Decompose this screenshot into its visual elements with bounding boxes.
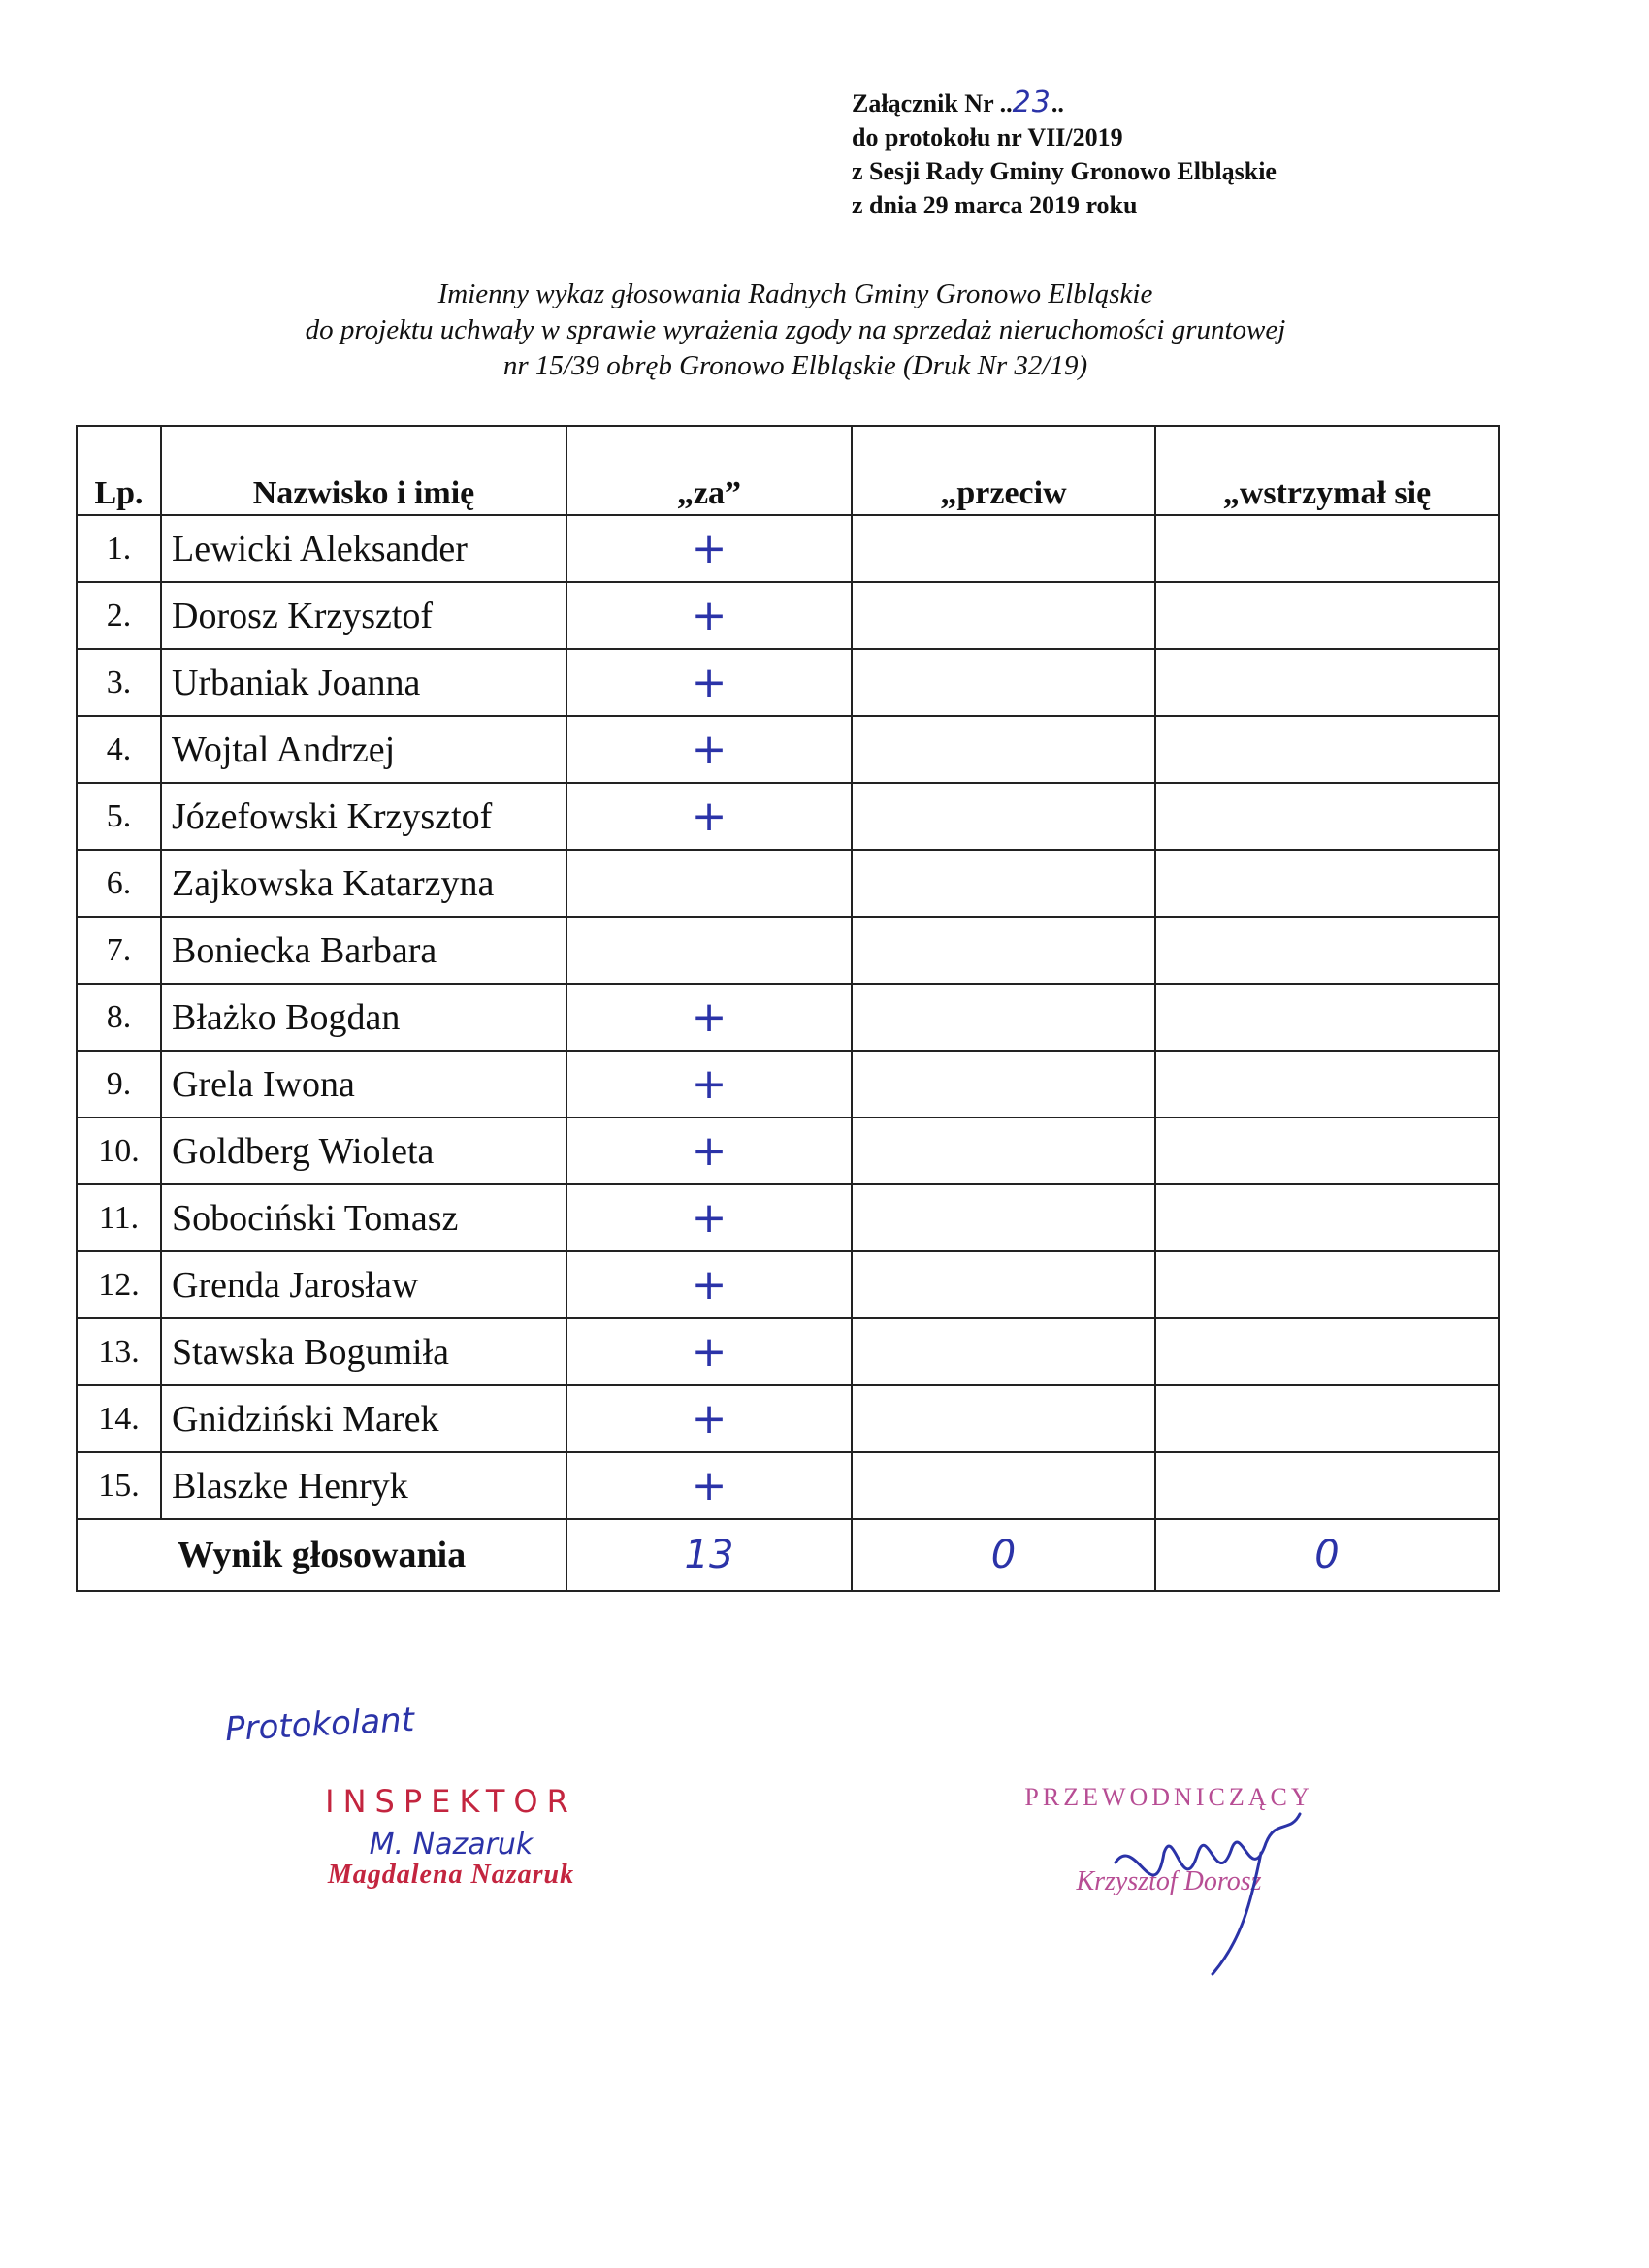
table-header-row (77, 426, 1499, 515)
row-przeciw-mark (852, 1385, 1155, 1452)
chairman-signature-icon (1096, 1795, 1329, 1989)
row-name: Sobociński Tomasz (161, 1184, 566, 1251)
row-wstrzymal-mark (1155, 649, 1499, 716)
row-przeciw-mark (852, 850, 1155, 917)
row-name: Grela Iwona (161, 1051, 566, 1118)
annex-date-line: z dnia 29 marca 2019 roku (852, 191, 1138, 219)
table-row (77, 1318, 1499, 1385)
row-lp: 3. (77, 649, 161, 716)
annex-header (852, 85, 1277, 222)
row-przeciw-mark (852, 917, 1155, 984)
annex-label-tail: .. (1051, 89, 1064, 117)
row-wstrzymal-mark (1155, 1051, 1499, 1118)
row-lp: 2. (77, 582, 161, 649)
row-przeciw-mark (852, 984, 1155, 1051)
voting-table (76, 425, 1500, 1592)
row-lp: 11. (77, 1184, 161, 1251)
title-line-2: do projektu uchwały w sprawie wyrażenia zgody na sprzedaż nieruchomości gruntowej (305, 314, 1286, 345)
table-row (77, 582, 1499, 649)
row-za-mark: + (566, 1118, 852, 1184)
row-name: Gnidziński Marek (161, 1385, 566, 1452)
row-za-mark: + (566, 649, 852, 716)
result-za: 13 (566, 1519, 852, 1591)
table-row (77, 1452, 1499, 1519)
row-wstrzymal-mark (1155, 1184, 1499, 1251)
row-name: Wojtal Andrzej (161, 716, 566, 783)
row-przeciw-mark (852, 716, 1155, 783)
row-lp: 14. (77, 1385, 161, 1452)
table-row (77, 1385, 1499, 1452)
row-wstrzymal-mark (1155, 582, 1499, 649)
recorder-handwritten-note: Protokolant (224, 1700, 415, 1750)
document-title (136, 276, 1455, 384)
row-lp: 6. (77, 850, 161, 917)
result-row (77, 1519, 1499, 1591)
row-name: Lewicki Aleksander (161, 515, 566, 582)
table-row (77, 984, 1499, 1051)
header-przeciw: „przeciw (852, 426, 1155, 515)
result-przeciw: 0 (852, 1519, 1155, 1591)
table-row (77, 649, 1499, 716)
row-za-mark (566, 917, 852, 984)
row-za-mark: + (566, 1318, 852, 1385)
row-lp: 8. (77, 984, 161, 1051)
chairman-name: Krzysztof Dorosz (1076, 1866, 1262, 1896)
row-za-mark: + (566, 1051, 852, 1118)
row-za-mark (566, 850, 852, 917)
row-przeciw-mark (852, 1118, 1155, 1184)
row-name: Boniecka Barbara (161, 917, 566, 984)
row-przeciw-mark (852, 649, 1155, 716)
row-lp: 10. (77, 1118, 161, 1184)
row-wstrzymal-mark (1155, 783, 1499, 850)
row-przeciw-mark (852, 1318, 1155, 1385)
row-za-mark: + (566, 1385, 852, 1452)
row-za-mark: + (566, 984, 852, 1051)
row-lp: 4. (77, 716, 161, 783)
inspector-stamp (291, 1783, 611, 1891)
row-lp: 1. (77, 515, 161, 582)
row-name: Stawska Bogumiła (161, 1318, 566, 1385)
table-row (77, 1118, 1499, 1184)
row-name: Goldberg Wioleta (161, 1118, 566, 1184)
row-wstrzymal-mark (1155, 716, 1499, 783)
annex-number-line (852, 85, 1277, 120)
table-row (77, 783, 1499, 850)
row-lp: 12. (77, 1251, 161, 1318)
row-wstrzymal-mark (1155, 984, 1499, 1051)
table-row (77, 716, 1499, 783)
row-wstrzymal-mark (1155, 1118, 1499, 1184)
row-przeciw-mark (852, 1184, 1155, 1251)
result-label: Wynik głosowania (77, 1519, 566, 1591)
row-przeciw-mark (852, 1251, 1155, 1318)
row-przeciw-mark (852, 1452, 1155, 1519)
row-wstrzymal-mark (1155, 1251, 1499, 1318)
inspector-role: INSPEKTOR (325, 1783, 577, 1820)
row-za-mark: + (566, 515, 852, 582)
row-za-mark: + (566, 1251, 852, 1318)
inspector-signature: M. Nazaruk (369, 1828, 534, 1862)
row-za-mark: + (566, 716, 852, 783)
chairman-role: PRZEWODNICZĄCY (1024, 1783, 1313, 1811)
annex-handwritten-number: 23 (1012, 85, 1051, 119)
row-za-mark: + (566, 582, 852, 649)
row-name: Blaszke Henryk (161, 1452, 566, 1519)
row-za-mark: + (566, 783, 852, 850)
table-row (77, 1184, 1499, 1251)
row-lp: 9. (77, 1051, 161, 1118)
row-name: Józefowski Krzysztof (161, 783, 566, 850)
row-przeciw-mark (852, 1051, 1155, 1118)
row-wstrzymal-mark (1155, 917, 1499, 984)
row-wstrzymal-mark (1155, 1318, 1499, 1385)
table-row (77, 917, 1499, 984)
row-name: Zajkowska Katarzyna (161, 850, 566, 917)
header-lp: Lp. (77, 426, 161, 515)
header-name: Nazwisko i imię (161, 426, 566, 515)
title-line-3: nr 15/39 obręb Gronowo Elbląskie (Druk Nr 32/19) (502, 350, 1088, 381)
row-wstrzymal-mark (1155, 1385, 1499, 1452)
row-za-mark: + (566, 1184, 852, 1251)
result-wstrzymal: 0 (1155, 1519, 1499, 1591)
inspector-name: Magdalena Nazaruk (327, 1860, 575, 1890)
row-przeciw-mark (852, 515, 1155, 582)
table-row (77, 515, 1499, 582)
row-name: Błażko Bogdan (161, 984, 566, 1051)
row-przeciw-mark (852, 783, 1155, 850)
annex-session-line: z Sesji Rady Gminy Gronowo Elbląskie (852, 157, 1277, 185)
header-wstrzymal: „wstrzymał się (1155, 426, 1499, 515)
row-name: Grenda Jarosław (161, 1251, 566, 1318)
row-wstrzymal-mark (1155, 850, 1499, 917)
table-row (77, 1051, 1499, 1118)
title-line-1: Imienny wykaz głosowania Radnych Gminy Gronowo Elbląskie (437, 278, 1153, 309)
row-name: Dorosz Krzysztof (161, 582, 566, 649)
table-row (77, 850, 1499, 917)
row-lp: 7. (77, 917, 161, 984)
row-za-mark: + (566, 1452, 852, 1519)
row-przeciw-mark (852, 582, 1155, 649)
table-body (77, 515, 1499, 1519)
row-lp: 13. (77, 1318, 161, 1385)
row-wstrzymal-mark (1155, 1452, 1499, 1519)
row-name: Urbaniak Joanna (161, 649, 566, 716)
annex-label: Załącznik Nr .. (852, 89, 1013, 117)
row-wstrzymal-mark (1155, 515, 1499, 582)
row-lp: 5. (77, 783, 161, 850)
row-lp: 15. (77, 1452, 161, 1519)
table-row (77, 1251, 1499, 1318)
annex-protocol-line: do protokołu nr VII/2019 (852, 123, 1123, 151)
header-za: „za” (566, 426, 852, 515)
